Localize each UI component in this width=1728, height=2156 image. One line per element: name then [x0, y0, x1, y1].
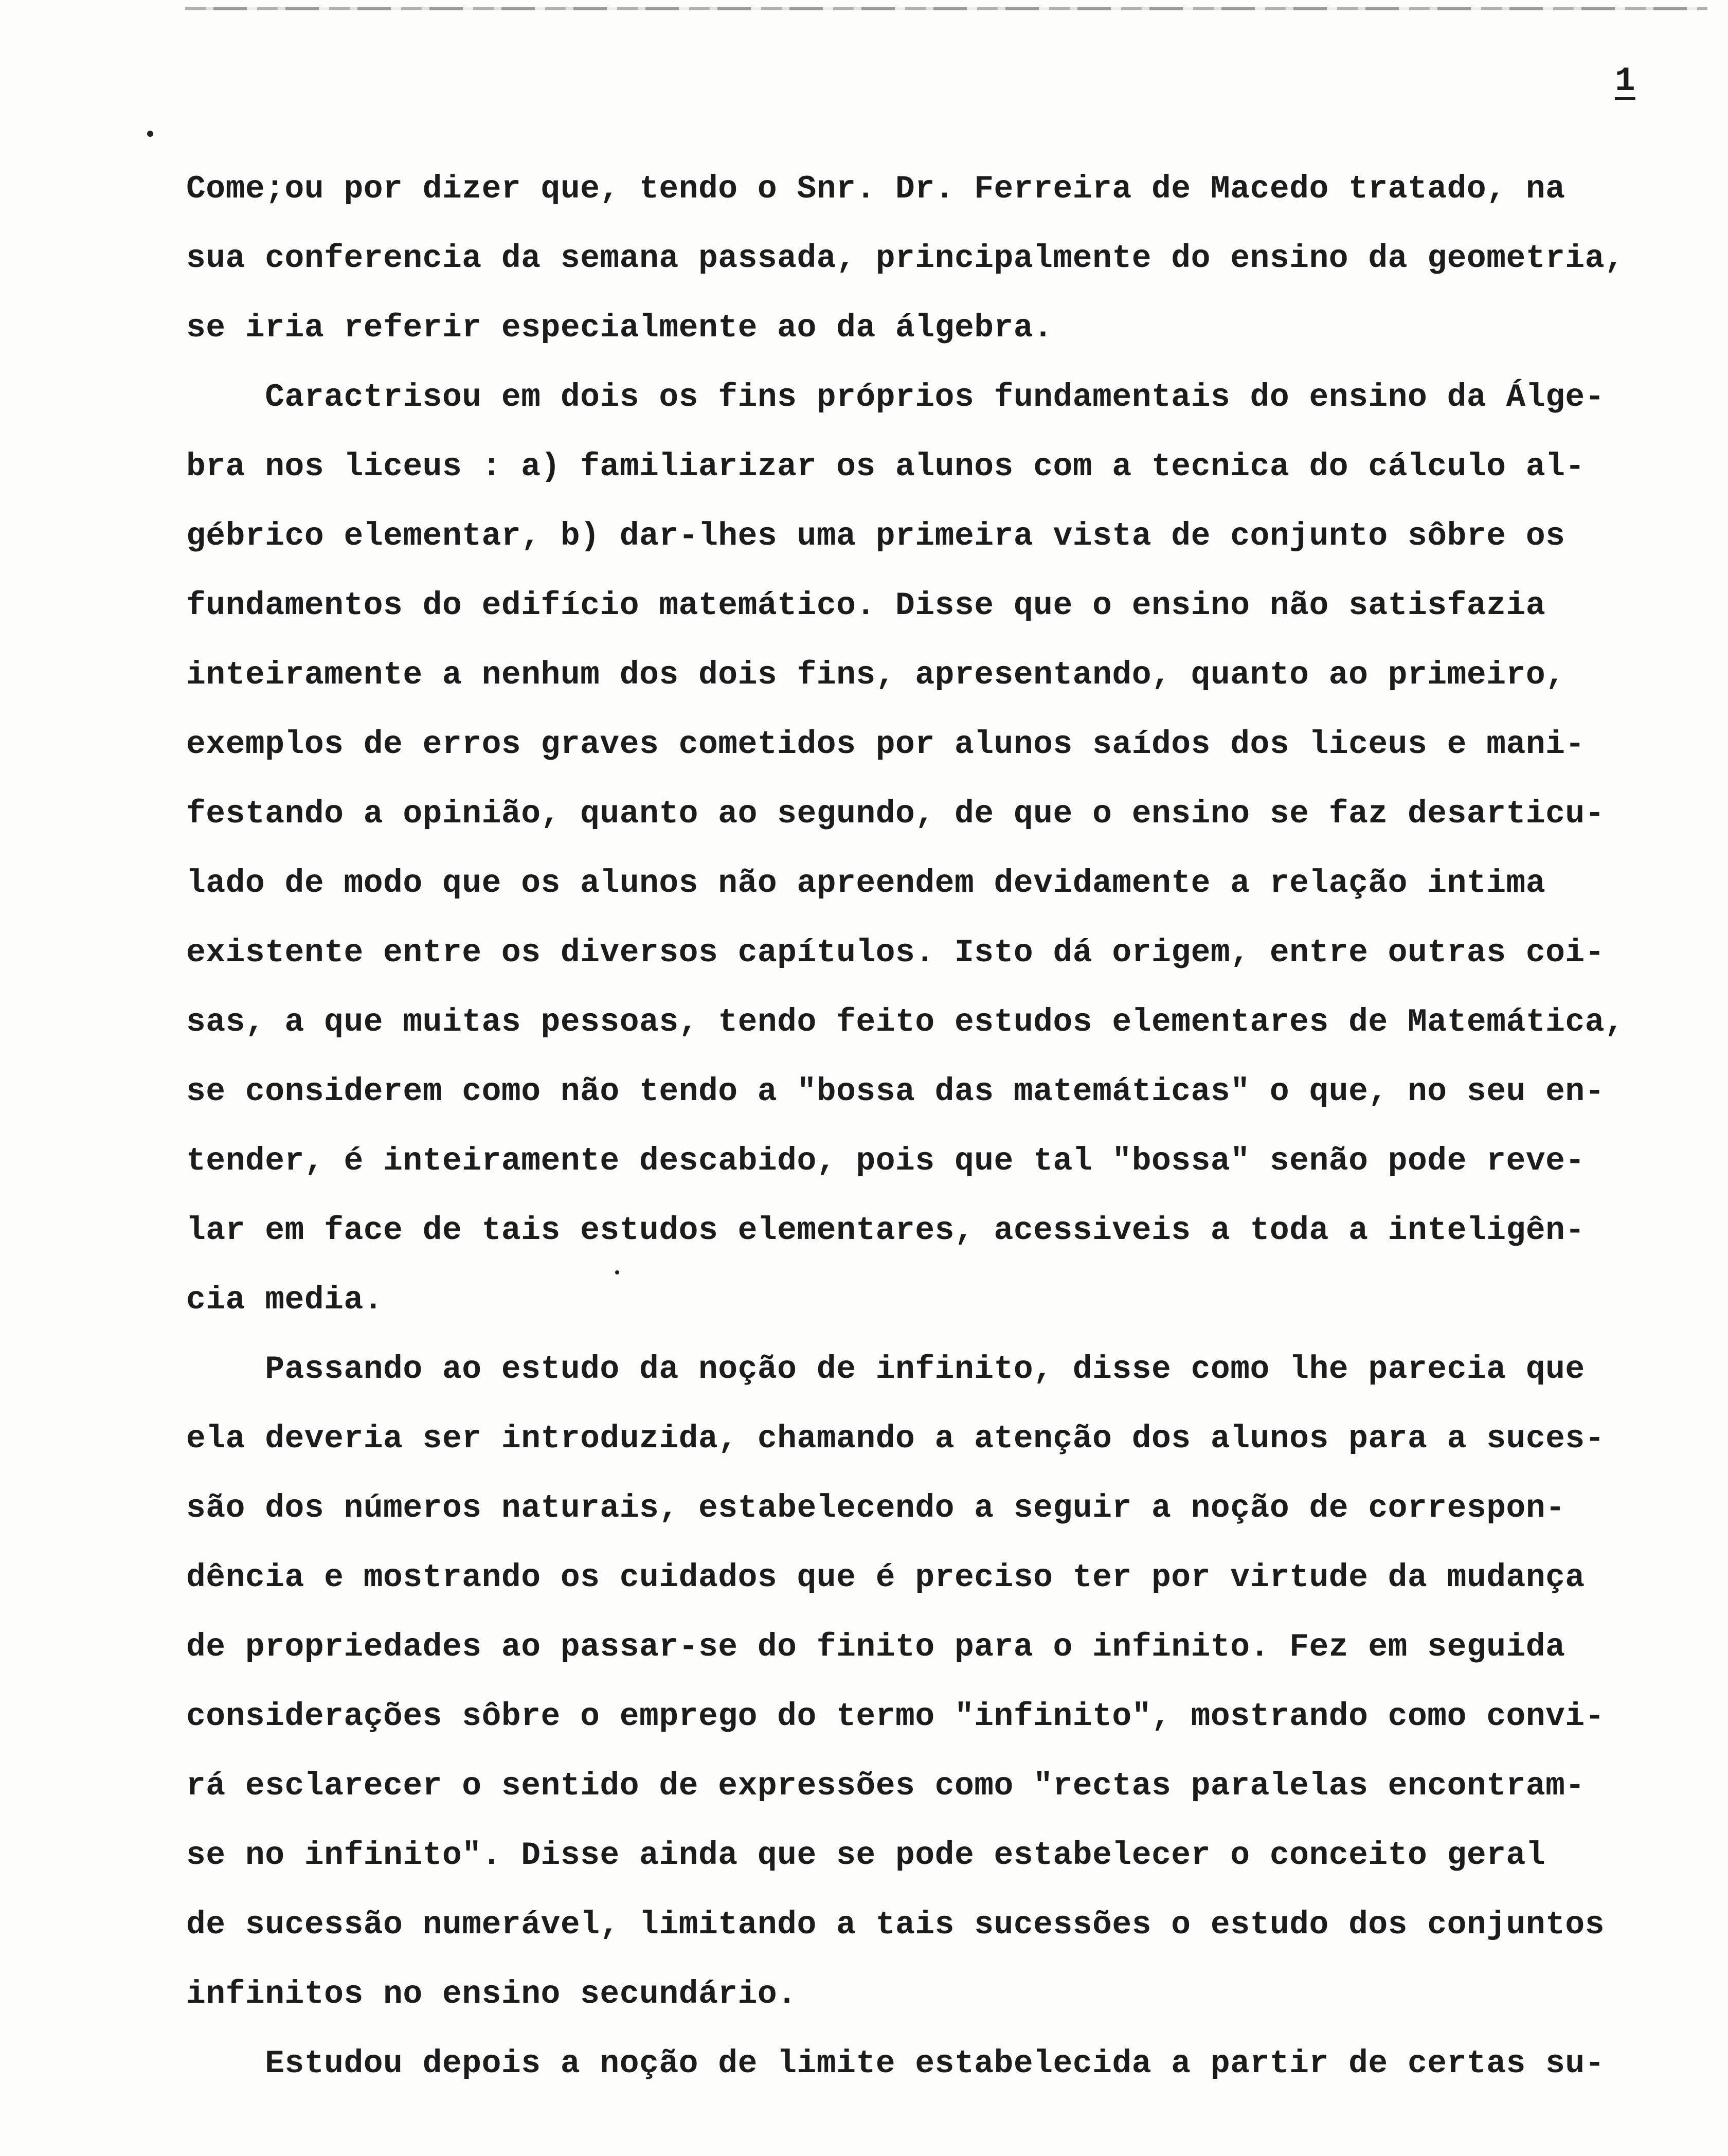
text-line: de sucessão numerável, limitando a tais sucessões o estudo dos conjuntos — [186, 1907, 1605, 1943]
document-body — [186, 154, 1688, 2098]
paragraph — [186, 154, 1688, 363]
text-line: festando a opinião, quanto ao segundo, de que o ensino se faz desarticu- — [186, 796, 1605, 832]
text-line: rá esclarecer o sentido de expressões como "rectas paralelas encontram- — [186, 1768, 1585, 1804]
text-line: se no infinito". Disse ainda que se pode estabelecer o conceito geral — [186, 1837, 1546, 1874]
text-line: dência e mostrando os cuidados que é preciso ter por virtude da mudança — [186, 1559, 1585, 1596]
text-line: sua conferencia da semana passada, principalmente do ensino da geometria, — [186, 240, 1625, 277]
text-line: ela deveria ser introduzida, chamando a atenção dos alunos para a suces- — [186, 1421, 1605, 1457]
text-line: tender, é inteiramente descabido, pois que tal "bossa" senão pode reve- — [186, 1143, 1585, 1179]
text-line: existente entre os diversos capítulos. Isto dá origem, entre outras coi- — [186, 935, 1605, 971]
text-line: de propriedades ao passar-se do finito para o infinito. Fez em seguida — [186, 1629, 1565, 1665]
scan-speck — [147, 131, 153, 137]
text-line: bra nos liceus : a) familiarizar os alunos com a tecnica do cálculo al- — [186, 448, 1585, 485]
text-line: Passando ao estudo da noção de infinito, disse como lhe parecia que — [186, 1351, 1585, 1388]
scan-top-edge — [185, 7, 1707, 10]
text-line: inteiramente a nenhum dos dois fins, apresentando, quanto ao primeiro, — [186, 657, 1565, 693]
paragraph — [186, 2029, 1688, 2098]
text-line: gébrico elementar, b) dar-lhes uma primeira vista de conjunto sôbre os — [186, 518, 1565, 554]
text-line: considerações sôbre o emprego do termo "infinito", mostrando como convi- — [186, 1698, 1605, 1735]
text-line: lar em face de tais estudos elementares, acessiveis a toda a inteligên- — [186, 1212, 1585, 1249]
paragraph — [186, 1335, 1688, 2029]
text-line: exemplos de erros graves cometidos por alunos saídos dos liceus e mani- — [186, 726, 1585, 763]
text-line: infinitos no ensino secundário. — [186, 1976, 797, 2013]
text-line: sas, a que muitas pessoas, tendo feito estudos elementares de Matemática, — [186, 1004, 1625, 1040]
text-line: se iria referir especialmente ao da álgebra. — [186, 310, 1053, 346]
text-line: Come;ou por dizer que, tendo o Snr. Dr. Ferreira de Macedo tratado, na — [186, 171, 1565, 207]
text-line: fundamentos do edifício matemático. Disse que o ensino não satisfazia — [186, 587, 1546, 624]
text-line: cia media. — [186, 1282, 384, 1318]
text-line: lado de modo que os alunos não apreendem devidamente a relação intima — [186, 865, 1546, 902]
text-line: são dos números naturais, estabelecendo a seguir a noção de correspon- — [186, 1490, 1565, 1526]
page-number: 1 — [1615, 62, 1635, 100]
text-line: se considerem como não tendo a "bossa das matemáticas" o que, no seu en- — [186, 1073, 1605, 1110]
text-line: Caractrisou em dois os fins próprios fundamentais do ensino da Álge- — [186, 379, 1605, 416]
text-line: Estudou depois a noção de limite estabelecida a partir de certas su- — [186, 2045, 1605, 2082]
paragraph — [186, 363, 1688, 1335]
